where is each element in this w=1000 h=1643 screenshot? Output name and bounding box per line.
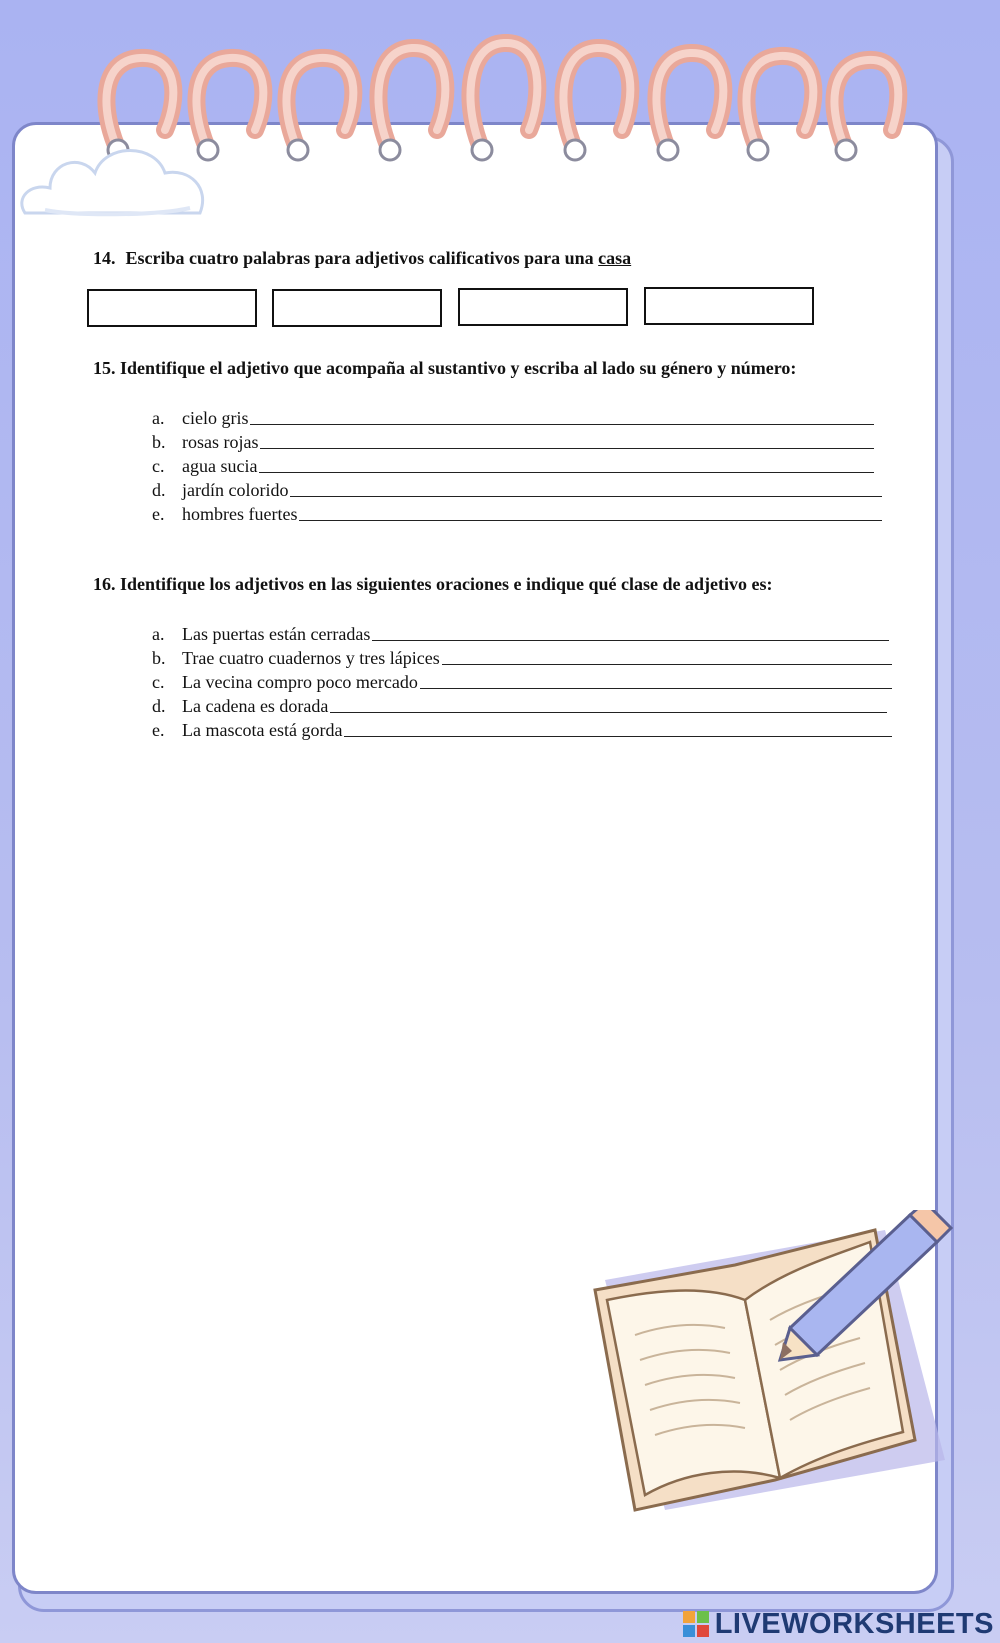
liveworksheets-brand-text: LIVEWORKSHEETS <box>714 1607 994 1640</box>
answer-line[interactable] <box>290 495 882 497</box>
question-14-text: Escriba cuatro palabras para adjetivos calificativos para una <box>125 248 594 268</box>
question-14-underlined-word: casa <box>598 248 632 268</box>
question-15-list <box>152 405 874 525</box>
list-item: d. La cadena es dorada <box>152 693 892 717</box>
answer-box-1[interactable] <box>87 289 257 327</box>
answer-box-2[interactable] <box>272 289 442 327</box>
list-item: b. Trae cuatro cuadernos y tres lápices <box>152 645 892 669</box>
list-item: c. agua sucia <box>152 453 874 477</box>
list-item: a. cielo gris <box>152 405 874 429</box>
answer-line[interactable] <box>259 471 874 473</box>
list-item: e. La mascota está gorda <box>152 717 892 741</box>
cloud-icon <box>15 128 215 228</box>
question-14-number: 14. <box>93 248 116 268</box>
answer-line[interactable] <box>442 663 892 665</box>
list-item: a. Las puertas están cerradas <box>152 621 892 645</box>
list-item: d. jardín colorido <box>152 477 882 501</box>
answer-line[interactable] <box>372 639 889 641</box>
answer-line[interactable] <box>299 519 882 521</box>
list-item: e. hombres fuertes <box>152 501 882 525</box>
answer-box-3[interactable] <box>458 288 628 326</box>
question-16-title: 16. Identifique los adjetivos en las siguientes oraciones e indique qué clase de adjetivo es: <box>93 574 773 594</box>
question-14-title <box>93 248 631 269</box>
question-15-title: 15. Identifique el adjetivo que acompaña al sustantivo y escriba al lado su género y número: <box>93 358 797 378</box>
answer-line[interactable] <box>330 711 887 713</box>
liveworksheets-logo <box>683 1607 994 1641</box>
answer-line[interactable] <box>344 735 892 737</box>
liveworksheets-logo-icon <box>683 1611 709 1637</box>
question-16-list <box>152 621 892 741</box>
answer-line[interactable] <box>250 423 874 425</box>
list-item: b. rosas rojas <box>152 429 874 453</box>
answer-line[interactable] <box>420 687 892 689</box>
answer-box-4[interactable] <box>644 287 814 325</box>
open-book-pencil-illustration <box>585 1210 985 1530</box>
answer-line[interactable] <box>260 447 874 449</box>
list-item: c. La vecina compro poco mercado <box>152 669 892 693</box>
